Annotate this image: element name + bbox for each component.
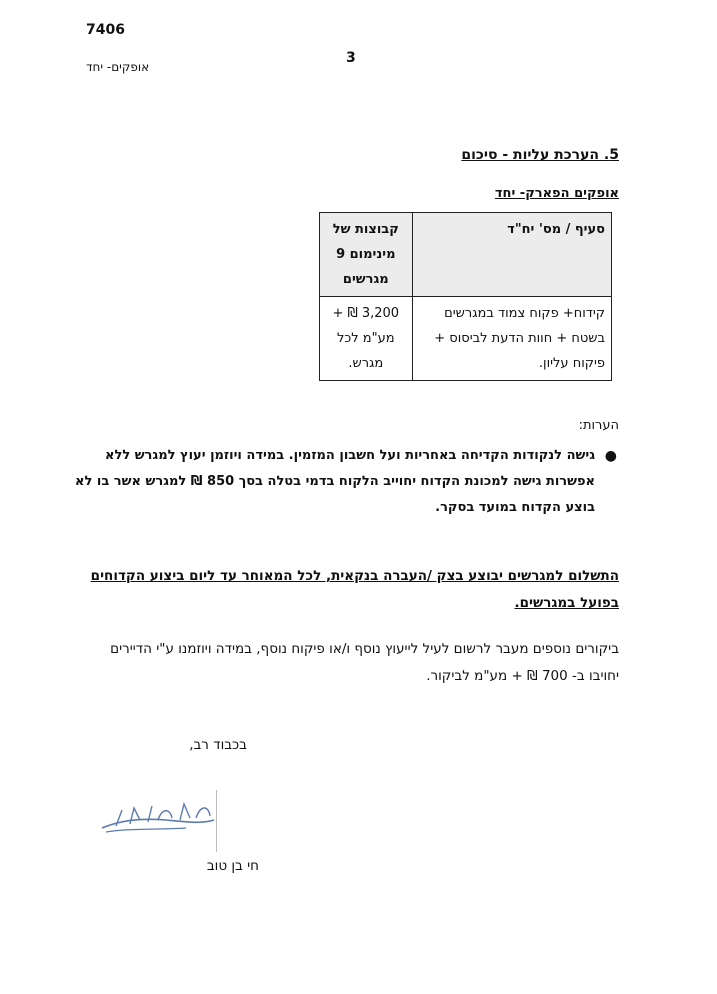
additional-visits: ביקורים נוספים מעבר לרשום לעיל לייעוץ נוסף ו/או פיקוח נוסף, במידה ויוזמנו ע"י הדיירים יחויבו ב- 700 ₪ + מע"מ לביקור. [110, 641, 619, 684]
table-cell-description: קידוח+ פקוח צמוד במגרשים בשטח + חוות הדעת לביסוס + פיקוח עליון. [412, 297, 611, 381]
cost-table [319, 212, 612, 381]
document-number: 7406 [86, 22, 125, 38]
note-item [55, 443, 619, 521]
note-item-text: גישה לנקודות הקדיחה באחריות ועל חשבון המזמין. במידה ויוזמן יעוץ למגרש ללא אפשרות גישה למכונת הקדוח יחוייב הלקוח בדמי בטלה בסך 850 ₪ למגרש אשר בו לא בוצע הקדוח במועד בסקר. [75, 448, 595, 515]
table-row [320, 297, 612, 381]
notes-label: הערות: [578, 418, 619, 433]
table-header-row [320, 213, 612, 297]
bullet-icon: ● [604, 448, 617, 464]
section-subtitle: אופקים הפארק- יחד [494, 186, 619, 201]
signature-divider [216, 790, 217, 852]
table-header-groups: קבוצות של מינימום 9 מגרשים [320, 213, 413, 297]
signature-icon [96, 790, 218, 850]
section-title: 5. הערכת עליות - סיכום [461, 147, 619, 163]
closing-greeting: בכבוד רב, [189, 737, 247, 753]
payment-terms: התשלום למגרשים יבוצע בצק /העברה בנקאית, לכל המאוחר עד ליום ביצוע הקדוחים בפועל במגרשים. [90, 568, 619, 611]
table-header-item: סעיף / מס' יח"ד [412, 213, 611, 297]
page-number: 3 [346, 50, 356, 66]
table-cell-price: 3,200 ₪ + מע"מ לכל מגרש. [320, 297, 413, 381]
project-name: אופקים- יחד [86, 60, 150, 74]
signer-name: חי בן טוב [206, 858, 259, 874]
